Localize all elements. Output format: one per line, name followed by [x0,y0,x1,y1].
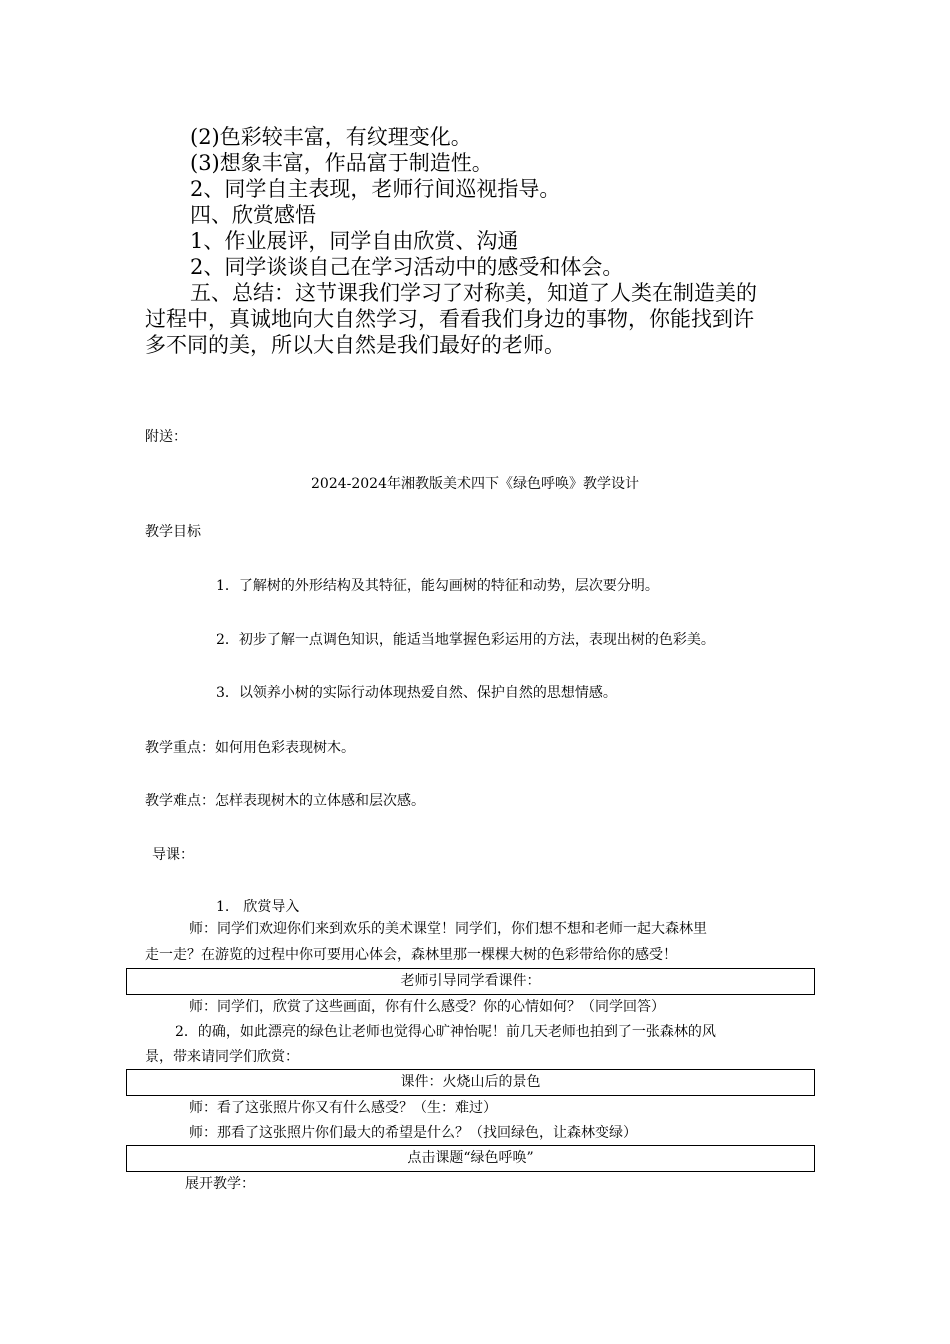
attachment-label: 附送： [145,429,187,445]
teacher-question: 师：同学们，欣赏了这些画面，你有什么感受？你的心情如何？（同学回答） [189,999,665,1015]
teacher-intro-line: 走一走？在游览的过程中你可要用心体会，森林里那一棵棵大树的色彩带给你的感受！ [145,947,677,963]
expand-label: 展开教学： [185,1176,255,1192]
list-item-color: (2)色彩较丰富，有纹理变化。 [190,125,472,149]
document-title: 2024-2024年湘教版美术四下《绿色呼唤》教学设计 [311,476,639,492]
teacher-question: 师：看了这张照片你又有什么感受？（生：难过） [189,1100,497,1116]
step-line: 景，带来请同学们欣赏： [145,1049,299,1065]
objectives-heading: 教学目标 [145,524,201,540]
step-heading: 1. 欣赏导入 [216,899,300,915]
list-item-students-express: 2、同学自主表现，老师行间巡视指导。 [190,177,561,201]
section-heading-appreciate: 四、欣赏感悟 [190,203,316,227]
teacher-question: 师：那看了这张照片你们最大的希望是什么？（找回绿色，让森林变绿） [189,1125,637,1141]
objective-item: 3．以领养小树的实际行动体现热爱自然、保护自然的思想情感。 [216,685,617,701]
summary-line: 五、总结：这节课我们学习了对称美，知道了人类在制造美的 [190,281,757,305]
step-line: 2．的确，如此漂亮的绿色让老师也觉得心旷神怡呢！前几天老师也拍到了一张森林的风 [175,1024,716,1040]
objective-item: 2．初步了解一点调色知识，能适当地掌握色彩运用的方法，表现出树的色彩美。 [216,632,715,648]
list-item-review: 1、作业展评，同学自由欣赏、沟通 [190,229,519,253]
summary-line: 过程中，真诚地向大自然学习，看看我们身边的事物，你能找到许 [145,307,754,331]
summary-line: 多不同的美，所以大自然是我们最好的老师。 [145,333,565,357]
difficult-point: 教学难点：怎样表现树木的立体感和层次感。 [145,793,425,809]
teacher-intro-line: 师：同学们欢迎你们来到欢乐的美术课堂！同学们，你们想不想和老师一起大森林里 [189,921,707,937]
objective-item: 1．了解树的外形结构及其特征，能勾画树的特征和动势，层次要分明。 [216,578,659,594]
courseware-box: 老师引导同学看课件： [126,968,815,995]
courseware-box: 课件：火烧山后的景色 [126,1069,815,1096]
list-item-talk: 2、同学谈谈自己在学习活动中的感受和体会。 [190,255,624,279]
topic-box: 点击课题“绿色呼唤” [126,1145,815,1172]
list-item-imagination: (3)想象丰富，作品富于制造性。 [190,151,493,175]
intro-heading: 导课： [152,847,194,863]
key-point: 教学重点：如何用色彩表现树木。 [145,740,355,756]
